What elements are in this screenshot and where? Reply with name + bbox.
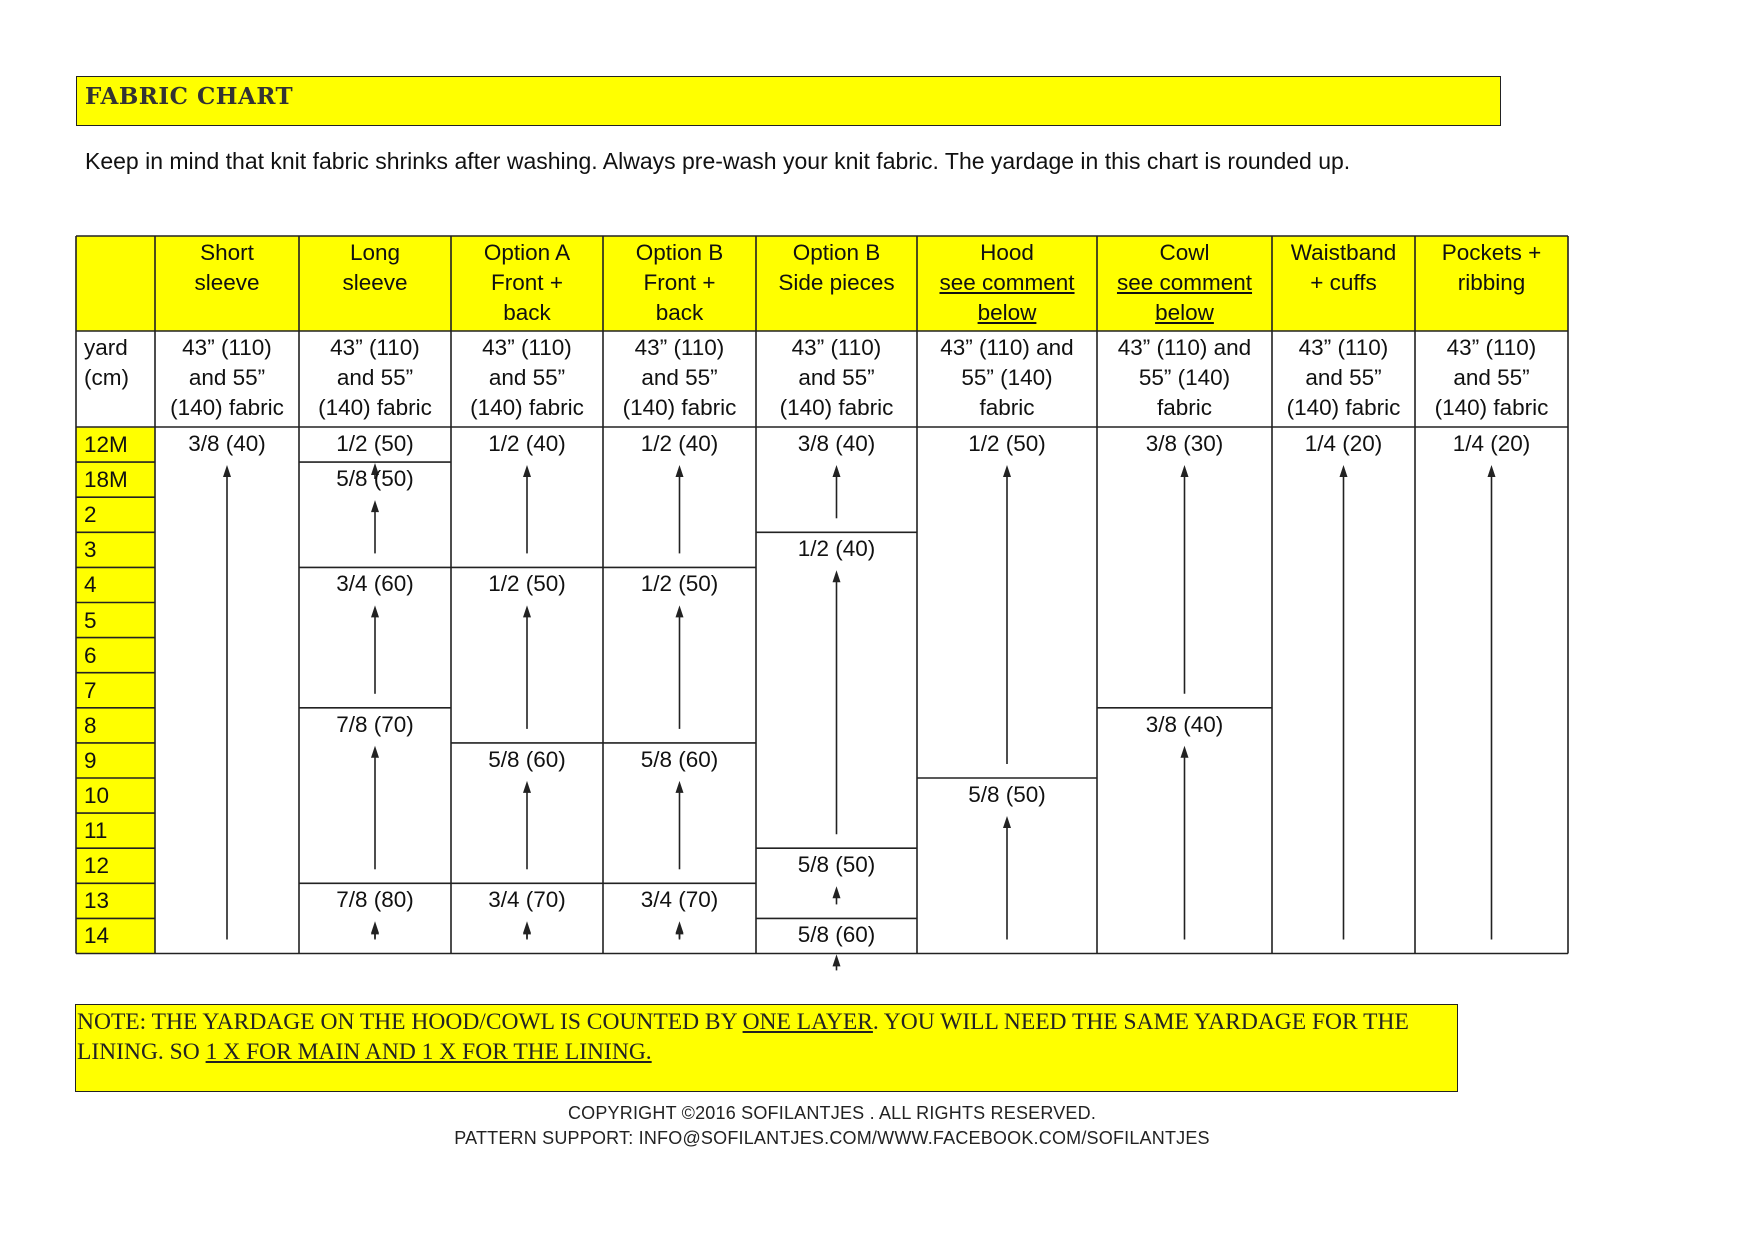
width-note-7-line-1: and 55” bbox=[1305, 365, 1382, 390]
arrow-long-sleeve-last-head bbox=[371, 922, 379, 934]
column-header-5-line-0: Hood bbox=[980, 240, 1034, 265]
yardage-value-2-2: 5/8 (60) bbox=[488, 746, 566, 772]
column-header-3-line-0: Option B bbox=[635, 240, 724, 265]
column-header-1-line-1: sleeve bbox=[342, 270, 408, 295]
width-note-8-line-2: (140) fabric bbox=[1434, 395, 1549, 420]
column-header-4-line-0: Option B bbox=[792, 240, 881, 265]
arrow-option-a-last-head bbox=[523, 922, 531, 934]
width-note-4-line-0: 43” (110) bbox=[791, 335, 882, 360]
size-label-7: 7 bbox=[84, 677, 97, 703]
arrow-6-0-head bbox=[1181, 465, 1189, 477]
column-header-2-line-1: Front + bbox=[491, 270, 563, 295]
width-note-2-line-0: 43” (110) bbox=[482, 335, 572, 360]
column-header-8-line-0: Pockets + bbox=[1441, 240, 1542, 265]
arrow-2-0-head bbox=[523, 465, 531, 477]
size-label-3: 3 bbox=[84, 537, 97, 563]
size-label-8: 8 bbox=[84, 712, 97, 738]
yardage-value-4-0: 3/8 (40) bbox=[797, 431, 876, 456]
arrow-4-1-head bbox=[833, 570, 841, 582]
width-note-1-line-2: (140) fabric bbox=[318, 395, 432, 420]
corner-label-cm: (cm) bbox=[84, 365, 129, 390]
yardage-value-5-1: 5/8 (50) bbox=[968, 782, 1046, 807]
arrow-8-0-head bbox=[1488, 465, 1496, 477]
yardage-value-2-3: 3/4 (70) bbox=[488, 887, 566, 913]
page-title: FABRIC CHART bbox=[85, 83, 294, 110]
arrow-2-2-head bbox=[523, 781, 531, 793]
yardage-value-2-0: 1/2 (40) bbox=[488, 431, 566, 456]
note-part-1: NOTE: THE YARDAGE ON THE HOOD/COWL IS COUNTED BY bbox=[77, 1009, 743, 1035]
width-note-6-line-2: fabric bbox=[1156, 395, 1213, 420]
arrow-4-2-head bbox=[833, 886, 841, 898]
width-note-5-line-0: 43” (110) and bbox=[940, 335, 1074, 360]
yardage-value-0-0: 3/8 (40) bbox=[188, 431, 266, 456]
yardage-value-6-0: 3/8 (30) bbox=[1145, 431, 1224, 456]
support-line: PATTERN SUPPORT: INFO@SOFILANTJES.COM/WWW.FACEBOOK.COM/SOFILANTJES bbox=[454, 1128, 1210, 1148]
yardage-value-1-0: 1/2 (50) bbox=[336, 431, 414, 456]
intro-text: Keep in mind that knit fabric shrinks after washing. Always pre-wash your knit fabric. The yardage in this chart is rounded up. bbox=[85, 148, 1351, 174]
yardage-value-2-1: 1/2 (50) bbox=[488, 571, 566, 597]
yardage-value-3-3: 3/4 (70) bbox=[640, 887, 719, 913]
column-header-7-line-1: + cuffs bbox=[1310, 270, 1377, 295]
size-label-13: 13 bbox=[84, 888, 110, 914]
arrow-0-0-head bbox=[223, 465, 231, 477]
column-header-6-line-2: below bbox=[1155, 300, 1214, 325]
arrow-3-1-head bbox=[676, 605, 684, 617]
arrow-option-b-last-head bbox=[676, 922, 684, 934]
width-note-2-line-1: and 55” bbox=[488, 365, 566, 390]
column-header-8-line-1: ribbing bbox=[1457, 270, 1526, 295]
copyright-line: COPYRIGHT ©2016 SOFILANTJES . ALL RIGHTS RESERVED. bbox=[567, 1103, 1097, 1123]
width-note-3-line-2: (140) fabric bbox=[622, 395, 737, 420]
column-header-2-line-0: Option A bbox=[483, 240, 571, 265]
size-label-11: 11 bbox=[84, 818, 108, 844]
yardage-value-4-2: 5/8 (50) bbox=[797, 852, 876, 878]
column-header-6-line-1: see comment bbox=[1116, 270, 1253, 295]
note-part-3: . YOU WILL NEED THE SAME YARDAGE FOR THE LINING. SO bbox=[77, 1009, 1409, 1065]
arrow-1-1-head bbox=[371, 500, 379, 512]
size-label-2: 2 bbox=[84, 502, 97, 528]
column-header-5-line-1: see comment bbox=[939, 270, 1075, 295]
yardage-value-3-1: 1/2 (50) bbox=[640, 571, 719, 597]
yardage-value-4-1: 1/2 (40) bbox=[797, 536, 876, 562]
column-header-1-line-0: Long bbox=[349, 240, 401, 265]
width-note-1-line-0: 43” (110) bbox=[330, 335, 420, 360]
corner-label-yard: yard bbox=[84, 335, 128, 360]
width-note-4-line-1: and 55” bbox=[798, 365, 875, 390]
size-label-12M: 12M bbox=[84, 432, 128, 457]
note-box bbox=[75, 1004, 1458, 1092]
yardage-value-1-2: 3/4 (60) bbox=[336, 571, 414, 597]
arrow-1-3-head bbox=[371, 746, 379, 758]
arrow-6-1-head bbox=[1181, 746, 1189, 758]
column-header-2-line-2: back bbox=[503, 300, 551, 325]
size-label-5: 5 bbox=[84, 607, 97, 633]
note-part-2: ONE LAYER bbox=[742, 1009, 873, 1035]
column-header-4-line-1: Side pieces bbox=[778, 270, 895, 295]
column-header-3-line-2: back bbox=[655, 300, 704, 325]
arrow-5-1-head bbox=[1003, 816, 1011, 828]
arrow-2-1-head bbox=[523, 605, 531, 617]
width-note-3-line-0: 43” (110) bbox=[634, 335, 725, 360]
note-part-4: 1 X FOR MAIN AND 1 X FOR THE LINING. bbox=[205, 1039, 652, 1065]
note-text bbox=[77, 1007, 1452, 1067]
size-label-14: 14 bbox=[84, 923, 110, 949]
column-header-5-line-2: below bbox=[977, 300, 1037, 325]
width-note-6-line-1: 55” (140) bbox=[1138, 365, 1231, 390]
width-note-7-line-2: (140) fabric bbox=[1286, 395, 1401, 420]
column-header-7-line-0: Waistband bbox=[1290, 240, 1397, 265]
column-header-3-line-1: Front + bbox=[643, 270, 716, 295]
width-note-0-line-2: (140) fabric bbox=[170, 395, 284, 420]
width-note-0-line-1: and 55” bbox=[188, 365, 266, 390]
width-note-0-line-0: 43” (110) bbox=[182, 335, 272, 360]
yardage-value-3-2: 5/8 (60) bbox=[640, 746, 719, 772]
width-note-6-line-0: 43” (110) and bbox=[1117, 335, 1252, 360]
arrow-7-0-head bbox=[1340, 465, 1348, 477]
column-header-0-line-0: Short bbox=[200, 240, 254, 265]
width-note-5-line-2: fabric bbox=[979, 395, 1035, 420]
yardage-value-6-1: 3/8 (40) bbox=[1145, 711, 1224, 737]
width-note-8-line-0: 43” (110) bbox=[1446, 335, 1537, 360]
size-label-9: 9 bbox=[84, 747, 97, 773]
width-note-3-line-1: and 55” bbox=[641, 365, 718, 390]
width-note-4-line-2: (140) fabric bbox=[779, 395, 894, 420]
width-note-8-line-1: and 55” bbox=[1453, 365, 1530, 390]
width-note-1-line-1: and 55” bbox=[336, 365, 414, 390]
yardage-value-8-0: 1/4 (20) bbox=[1452, 431, 1531, 456]
column-header-6-line-0: Cowl bbox=[1159, 240, 1210, 265]
arrow-5-0-head bbox=[1003, 465, 1011, 477]
yardage-value-1-3: 7/8 (70) bbox=[336, 711, 414, 737]
arrow-1-2-head bbox=[371, 605, 379, 617]
yardage-value-3-0: 1/2 (40) bbox=[640, 431, 719, 456]
width-note-2-line-2: (140) fabric bbox=[470, 395, 584, 420]
size-label-4: 4 bbox=[84, 572, 97, 598]
width-note-5-line-1: 55” (140) bbox=[961, 365, 1053, 390]
column-header-0-line-1: sleeve bbox=[194, 270, 260, 295]
size-label-10: 10 bbox=[84, 783, 110, 808]
size-label-18M: 18M bbox=[84, 467, 128, 493]
yardage-value-1-1: 5/8 (50) bbox=[336, 466, 414, 492]
yardage-value-7-0: 1/4 (20) bbox=[1304, 431, 1383, 456]
arrow-3-0-head bbox=[676, 465, 684, 477]
arrow-3-2-head bbox=[676, 781, 684, 793]
arrow-4-0-head bbox=[833, 465, 841, 477]
yardage-value-5-0: 1/2 (50) bbox=[968, 431, 1046, 456]
width-note-7-line-0: 43” (110) bbox=[1298, 335, 1389, 360]
size-label-6: 6 bbox=[84, 642, 97, 668]
arrow-4-3-head bbox=[833, 954, 841, 966]
size-label-12: 12 bbox=[84, 853, 110, 879]
yardage-value-4-3: 5/8 (60) bbox=[797, 922, 876, 948]
yardage-value-1-4: 7/8 (80) bbox=[336, 887, 414, 913]
